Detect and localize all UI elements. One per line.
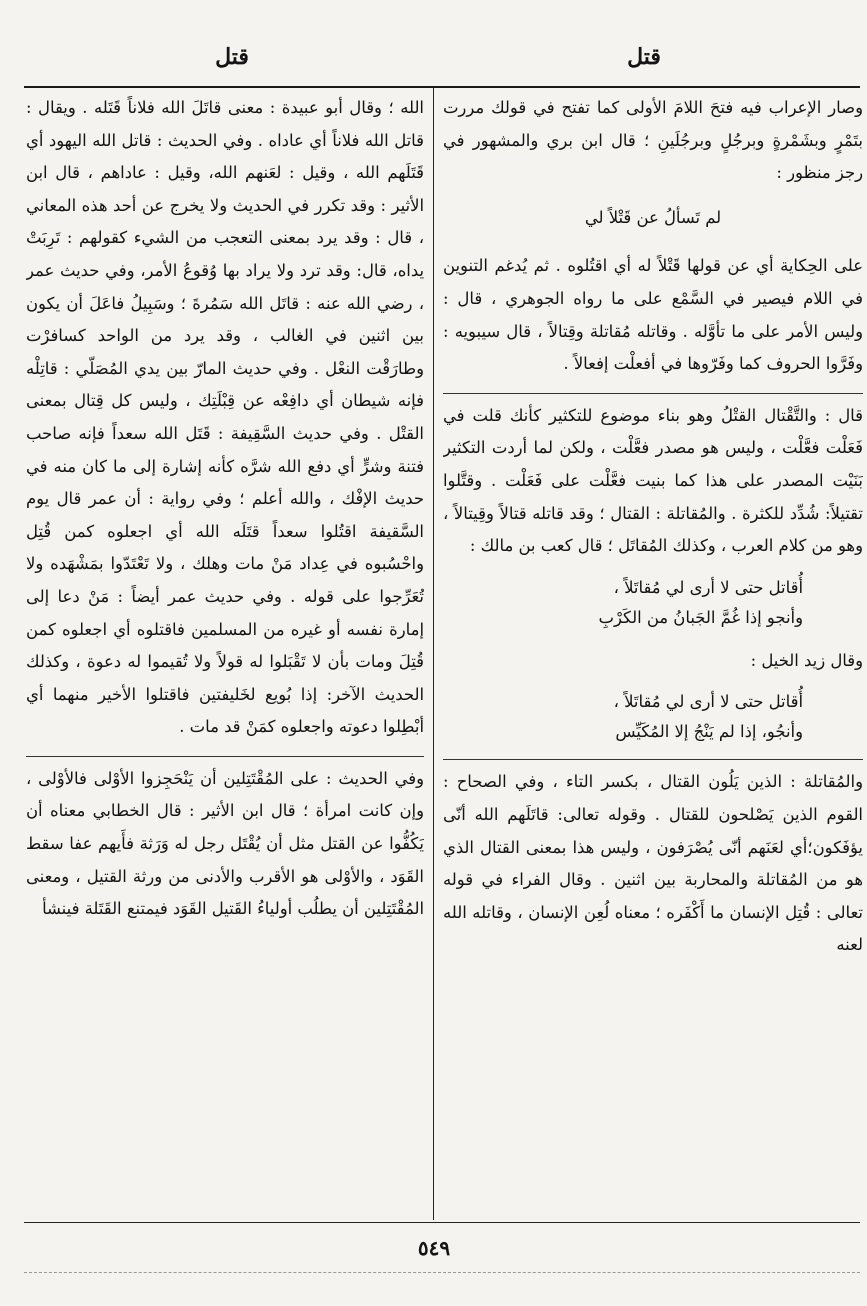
paragraph: قال : والتَّقْتال القتْلُ وهو بناء موضوع للتكثير كأنك قلت في فَعَلْت فعَّلْت ، وليس هو مصدر فعَّلْت ، ولكن لما أردت التكثير بَنَيْت المصدر على هذا كما بنيت فعَّلْت على فَعَلْت . وقتَّلوا تقتيلاً: شُدِّد للكثرة . والمُقاتلة : القتال ؛ وقد قاتله قتالاً وقِيتالاً ، وهو من كلام العرب ، وكذلك المُقاتَل ؛ قال كعب بن مالك : <box>443 405 863 556</box>
verse: لم تَسألُ عن قَتْلاً لي <box>584 207 722 227</box>
paragraph: على الحِكاية أي عن قولها قَتْلاً له أي اقتُلوه . ثم يُدغم التنوين في اللام فيصير في السَّمْع على ما رواه الجوهري ، قال : وليس الأمر على ما تأوَّله . وقاتله مُقاتلة وقِتالاً ، قال سيبويه : وفَرَّوا الحروف كما وفَرّوها في أفعلْت إفعالاً . <box>443 256 863 374</box>
paragraph: الله ؛ وقال أبو عبيدة : معنى قاتَلَ الله فلاناً قَتَله . ويقال : قاتل الله فلاناً أي عاداه . وفي الحديث : قاتل الله اليهود أي قَتَلَهم الله ، وقيل : لعَنهم الله، وقيل : عاداهم ، قال ابن الأثير : وقد تكرر في الحديث ولا يخرج عن أحد هذه المعاني ، قال : وقد يرد بمعنى التعجب من الشيء كقولهم : تَرِبَتْ يداه، قال: وقد ترد ولا يراد بها وُقوعُ الأمر، وفي حديث عمر ، رضي الله عنه : قاتَل الله سَمُرةَ ؛ وسَبِيلُ فاعَلَ أن يكون بين اثنين في الغالب ، وقد يرد من الواحد كسافرْت وطارَقْت النعْل . وفي حديث المارّ بين يدي المُصَلّي : قاتِلْه فإنه شيطان أي دافِعْه عن قِبْلَتِك ، وليس كل قِتال بمعنى القتْل . وفي حديث السَّقِيفة : قَتَل الله سعداً فإنه صاحب فتنة وشرٍّ أي دفع الله شرَّه كأنه إشارة إلى ما كان منه في حديث الإفْك ، والله أعلم ؛ وفي رواية : أن عمر قال يوم السَّقيفة اقتُلوا سعداً قتَلَه الله أي اجعلوه كمن قُتِل واحْسُبوه في عِداد مَنْ مات وهلك ، ولا تَعْتَدّوا بمَشْهَده ولا تُعَرِّجوا على قوله . وفي حديث عمر أيضاً : مَنْ دعا إلى إمارة نفسه أو غيره من المسلمين فاقتلوه أي اجعلوه كمن قُتِلَ ومات بأن لا تَقْبَلوا له قولاً ولا تُقيموا له دعوة ، وكذلك الحديث الآخر: إذا بُويع لخَليفتين فاقتلوا الأخير منهما أي أبْطِلوا دعوته واجعلوه كمَنْ قد مات . <box>26 98 424 737</box>
verse <box>443 687 863 747</box>
header-word-left: قتل <box>215 44 249 70</box>
top-rule <box>24 86 860 88</box>
paragraph: والمُقاتلة : الذين يَلُون القتال ، بكسر التاء ، وفي الصحاح : القوم الذين يَصْلحون للقتال . وقوله تعالى: قاتَلَهم الله أنّى يؤفَكون؛أي لعَنَهم أنّى يُصْرَفون ، وليس هذا بمعنى القتال الذي هو من المُقاتلة والمحاربة بين اثنين . وقال الفراء في قوله تعالى : قُتِل الإنسان ما أَكْفَره ؛ معناه لُعِن الإنسان ، وقاتله الله لعنه <box>443 772 863 955</box>
verse-line: وأنجُو، إذا لم يَنْجُ إلا المُكَيِّس <box>615 722 803 742</box>
verse-line: وأنجو إذا غُمَّ الجَبانُ من الكَرْبِ <box>598 607 803 627</box>
section-divider <box>443 393 863 394</box>
column-divider <box>433 88 434 1220</box>
paragraph: وفي الحديث : على المُقْتَتِلين أن يَنْحَجِزوا الأوْلى فالأوْلى ، وإن كانت امرأة ؛ قال ابن الأثير : قال الخطابي معناه أن يَكُفُّوا عن القتل مثل أن يُقْتَل رجل له وَرَثة فأَيهم عفا سقط القَوَد ، والأوْلى هو الأقرب والأدنى من ورثة القتيل ، ومعنى المُقْتَتِلين أن يطلُب أولياءُ القَتيل القَوَد فيمتنع القَتَلة فينشأ <box>26 768 424 919</box>
paragraph: وصار الإعراب فيه فتحَ اللامَ الأولى كما تفتح في قولك مررت بتَمْرٍ وبشَمْرةٍ وبرجُلٍ وبرجُلَينِ ؛ قال ابن بري والمشهور في رجز منظور : <box>443 98 863 183</box>
verse-line: أُقاتل حتى لا أرى لي مُقاتَلاً ، <box>613 692 803 712</box>
header-word-right: قتل <box>627 44 661 70</box>
footer-rule <box>24 1272 860 1273</box>
verse <box>443 573 863 633</box>
page-number: ٥٤٩ <box>417 1236 451 1260</box>
paragraph: وقال زيد الخيل : <box>750 650 863 670</box>
right-column <box>443 92 863 1216</box>
section-divider <box>26 756 424 757</box>
left-column <box>26 92 424 1216</box>
bottom-rule <box>24 1222 860 1223</box>
verse-line: أُقاتل حتى لا أرى لي مُقاتَلاً ، <box>613 577 803 597</box>
section-divider <box>443 759 863 760</box>
